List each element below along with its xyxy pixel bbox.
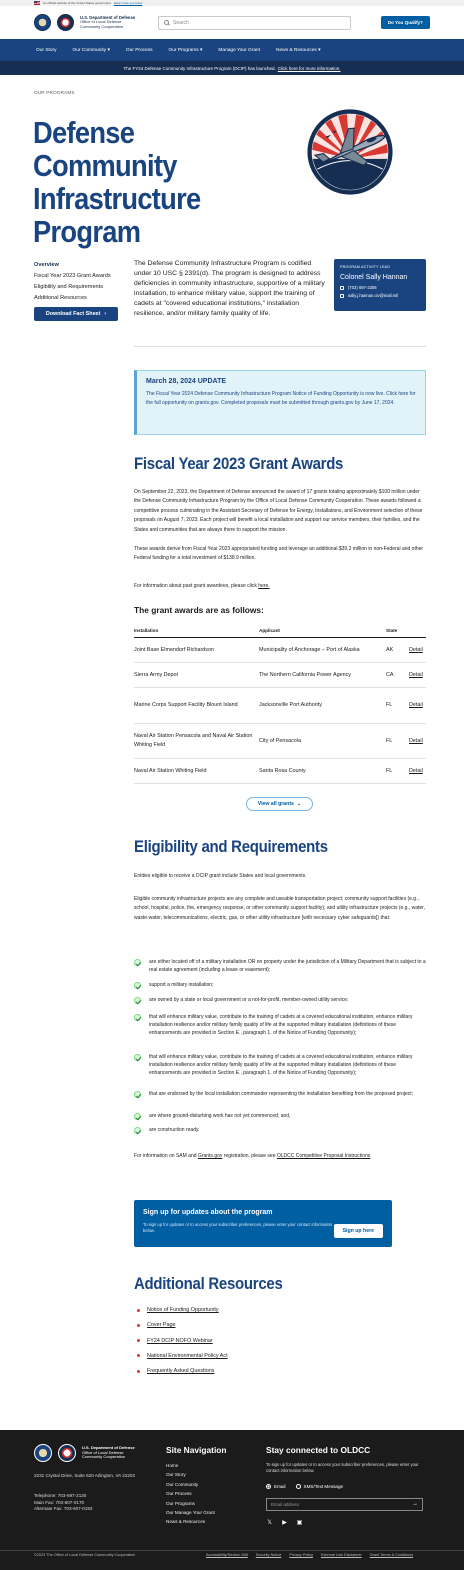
- contact-method-radios: [266, 1484, 343, 1489]
- resource-item[interactable]: [137, 1368, 228, 1374]
- cell-installation: Naval Air Station Pensacola and Naval Air Station Whiting Field: [134, 724, 259, 759]
- nav-item-our-process[interactable]: Our Process: [125, 47, 153, 53]
- sidenav-item-resources[interactable]: Additional Resources: [34, 295, 87, 301]
- site-header: [0, 6, 464, 39]
- contact-name: Colonel Sally Hannan: [340, 274, 408, 281]
- cell-installation: Sierra Army Depot: [134, 663, 259, 688]
- cell-installation: Naval Air Station Whiting Field: [134, 759, 259, 784]
- fighter-jet-badge-icon: [307, 109, 393, 195]
- resource-item[interactable]: [137, 1307, 228, 1313]
- search-input[interactable]: [158, 16, 351, 30]
- bullet-icon: [137, 1354, 140, 1357]
- update-title: March 28, 2024 UPDATE: [146, 378, 227, 385]
- linkedin-icon[interactable]: ▣: [296, 1520, 303, 1526]
- logo-line-1: U.S. Department of Defense: [80, 14, 136, 20]
- sign-up-button[interactable]: Sign up here: [334, 1224, 383, 1238]
- alert-text: The FY24 Defense Community Infrastructure Program (DCIP) has launched.: [123, 65, 276, 71]
- resource-link[interactable]: National Environmental Policy Act: [147, 1352, 228, 1359]
- stay-connected-text: To sign up for updates or to access your subscriber preferences, please enter your contact information below.: [266, 1462, 419, 1473]
- link-external-disclaimer[interactable]: External Link Disclaimer: [320, 1553, 362, 1557]
- footer-logo[interactable]: [34, 1444, 142, 1462]
- footer-alt-fax: Alternate Fax: 703-607-0193: [34, 1506, 93, 1511]
- check-circle-icon: [134, 1113, 141, 1120]
- footer-legal-links: [206, 1553, 413, 1557]
- chevron-down-icon: ⌄: [296, 801, 302, 807]
- gov-banner-link[interactable]: Here's how you know: [113, 1, 143, 5]
- cell-state: CA: [386, 663, 409, 688]
- footer-email-input[interactable]: [266, 1498, 423, 1511]
- view-all-grants-button[interactable]: [246, 797, 313, 811]
- dod-seal-icon[interactable]: [34, 14, 51, 31]
- table-row: [134, 759, 426, 784]
- check-text: are where ground-disturbing work has not yet commenced; and,: [149, 1113, 291, 1119]
- table-row: [134, 724, 426, 759]
- check-text: that will enhance military value, contribute to the training of cadets at a covered educational institution, enhance military installation resilience and/or military family quality of life at the supported military installation (definitions of these enhancements are provided in Section E., paragraph 1. of the Notice of Funding Opportunity);: [149, 1054, 413, 1077]
- sidenav-item-overview[interactable]: Overview: [34, 262, 59, 268]
- dod-seal-icon: [34, 1444, 52, 1462]
- check-circle-icon: [134, 997, 141, 1004]
- fy23-paragraph-2: These awards derive from Fiscal Year 2023 appropriated funding and leverage an additional $39.2 million in non-Federal and other Federal funding for a total investment of $138.9 million.: [134, 546, 424, 562]
- footer-phones: [34, 1493, 92, 1513]
- list-item: [134, 1013, 426, 1053]
- sam-mid-text: registration, please see: [223, 1153, 276, 1159]
- detail-link[interactable]: Detail: [409, 638, 426, 663]
- footer-nav-our-programs[interactable]: Our Programs: [166, 1500, 195, 1506]
- check-circle-icon: [134, 1014, 141, 1021]
- link-security-notice[interactable]: Security Notice: [255, 1553, 282, 1557]
- past-awardees-link[interactable]: here.: [258, 583, 270, 589]
- footer-nav-manage-grant[interactable]: Our Manage Your Grant: [166, 1509, 215, 1515]
- bullet-icon: [137, 1309, 140, 1312]
- radio-unselected-icon: [296, 1484, 301, 1489]
- check-circle-icon: [134, 982, 141, 989]
- resources-list: [137, 1307, 228, 1383]
- cell-state: FL: [386, 724, 409, 759]
- download-fact-sheet-button[interactable]: [34, 307, 118, 321]
- resource-item[interactable]: [137, 1353, 228, 1359]
- nav-item-our-programs[interactable]: Our Programs ▾: [168, 47, 203, 53]
- list-item: [134, 1090, 426, 1112]
- list-item: [134, 996, 426, 1013]
- contact-label: PROGRAM ACTIVITY LEAD: [340, 265, 391, 269]
- grant-awards-table: [134, 625, 426, 784]
- footer-logo-line-2: Office of Local Defense: [82, 1449, 124, 1455]
- footer-nav-our-community[interactable]: Our Community: [166, 1481, 199, 1487]
- search-placeholder: Search: [173, 19, 189, 26]
- footer-nav-our-story[interactable]: Our Story: [166, 1472, 186, 1478]
- divider: [134, 346, 426, 347]
- oldcc-seal-icon: [58, 1444, 76, 1462]
- table-header-row: [134, 625, 426, 638]
- sam-text: For information on SAM and: [134, 1153, 197, 1159]
- list-item: [134, 958, 426, 981]
- detail-link[interactable]: Detail: [409, 663, 426, 688]
- link-privacy-policy[interactable]: Privacy Policy: [289, 1553, 313, 1557]
- resource-item[interactable]: [137, 1322, 228, 1328]
- check-text: support a military installation;: [149, 982, 214, 988]
- sidenav-item-eligibility[interactable]: Eligibility and Requirements: [34, 284, 104, 290]
- footer-logo-text: [82, 1446, 142, 1460]
- footer-nav: [166, 1463, 215, 1529]
- radio-selected-icon: [266, 1484, 271, 1489]
- signup-body: To sign up for updates or to access your subscriber preferences, please enter your contact information below.: [143, 1222, 333, 1234]
- nav-item-our-story[interactable]: Our Story: [36, 47, 57, 53]
- radio-email[interactable]: [266, 1484, 286, 1489]
- footer-nav-home[interactable]: Home: [166, 1463, 179, 1468]
- cell-applicant: The Northern California Power Agency: [259, 663, 386, 688]
- grants-gov-link[interactable]: Grants.gov: [197, 1153, 223, 1159]
- proposal-instructions-link[interactable]: OLDCC Competitive Proposal Instructions: [276, 1153, 371, 1159]
- check-text: that will enhance military value, contribute to the training of cadets at a covered educational institution, enhance military installation resilience and/or military family quality of life at the supported military installation (definitions of these enhancements are provided in Section E., paragraph 1. of the Notice of Funding Opportunity);: [149, 1014, 413, 1037]
- footer-logo-line-1: U.S. Department of Defense: [82, 1445, 135, 1451]
- grant-table-heading: The grant awards are as follows:: [134, 605, 264, 615]
- past-awardees-text: [134, 582, 426, 591]
- nav-item-manage-your-grant[interactable]: Manage Your Grant: [218, 47, 261, 53]
- logo-line-3: Community Cooperation: [80, 23, 124, 29]
- col-installation: Installation: [134, 625, 259, 638]
- bullet-icon: [137, 1339, 140, 1342]
- table-row: [134, 688, 426, 724]
- resource-link[interactable]: Frequently Asked Questions: [147, 1368, 215, 1375]
- fy23-paragraph-1: On September 22, 2023, the Department of Defense announced the award of 17 grants totaling approximately $100 million under the Defense Community Infrastructure Program by the Office of Local Defense Community Cooperation. These awards followed a competitive process culminating in the Assistant Secretary of Defense for Energy, Installations, and Environment selection of these proposals on August 7, 2023. Each project will benefit a local installation and support our service members, their families, and the States and communities that are always there to support the mission.: [134, 489, 423, 533]
- site-logo-text[interactable]: [80, 16, 140, 30]
- detail-link[interactable]: Detail: [409, 724, 426, 759]
- detail-link[interactable]: Detail: [409, 688, 426, 724]
- nav-item-news-resources[interactable]: News & Resources ▾: [276, 47, 321, 53]
- contact-email[interactable]: [340, 293, 420, 298]
- cell-installation: Marine Corps Support Facility Blount Island: [134, 688, 259, 724]
- arrow-right-icon[interactable]: →: [412, 1501, 418, 1507]
- eligibility-checklist: [134, 958, 426, 1138]
- check-circle-icon: [134, 959, 141, 966]
- sam-info-text: [134, 1152, 426, 1161]
- footer-main-fax: Main Fax: 703-607-0170: [34, 1499, 85, 1505]
- check-text: are either located off of a military installation OR on property under the jurisdiction of a Military Department that is subject to a real estate agreement (including a lease or easement);: [149, 959, 426, 974]
- cell-applicant: Jacksonville Port Authority: [259, 688, 386, 724]
- footer-nav-our-process[interactable]: Our Process: [166, 1491, 192, 1497]
- fy23-heading: Fiscal Year 2023 Grant Awards: [134, 454, 344, 473]
- link-grant-terms[interactable]: Grant Terms & Conditions: [369, 1553, 414, 1557]
- bullet-icon: [137, 1370, 140, 1373]
- eligibility-heading: Eligibility and Requirements: [134, 837, 328, 856]
- gov-banner-text: An official website of the United States government: [43, 1, 111, 5]
- footer-nav-news[interactable]: News & Resources: [166, 1519, 206, 1525]
- cell-state: FL: [386, 759, 409, 784]
- footer-address: 2231 Crystal Drive, Suite 520 Arlington, VA 22202: [34, 1473, 136, 1478]
- contact-phone-text: (703) 697-2306: [348, 285, 377, 290]
- list-item: [134, 981, 426, 996]
- view-all-label: View all grants: [257, 801, 294, 807]
- check-text: are owned by a state or local government or a not-for-profit, member-owned utility service;: [149, 997, 349, 1003]
- nav-item-our-community[interactable]: Our Community ▾: [72, 47, 110, 53]
- footer-nav-heading: Site Navigation: [166, 1445, 227, 1455]
- sidenav-item-fy23-awards[interactable]: Fiscal Year 2023 Grant Awards: [34, 273, 111, 279]
- search-icon: [164, 20, 169, 25]
- cell-applicant: Municipality of Anchorage – Port of Alaska: [259, 638, 386, 663]
- page-title: Defense Community Infrastructure Program: [33, 115, 201, 249]
- youtube-icon[interactable]: ▶: [282, 1520, 287, 1526]
- resource-link[interactable]: Cover Page: [147, 1322, 176, 1329]
- phone-icon: [340, 286, 344, 290]
- stay-connected-heading: Stay connected to OLDCC: [266, 1445, 371, 1455]
- contact-card: [334, 259, 426, 311]
- x-twitter-icon[interactable]: 𝕏: [267, 1520, 272, 1526]
- resource-link[interactable]: Notice of Funding Opportunity: [147, 1307, 219, 1313]
- list-item: [134, 1126, 426, 1138]
- table-row: [134, 638, 426, 663]
- bullet-icon: [137, 1324, 140, 1327]
- alert-bar: [0, 61, 464, 75]
- mail-icon: [340, 294, 344, 298]
- check-text: that are endorsed by the local installation commander representing the installation benefiting from the proposed project;: [149, 1091, 414, 1097]
- alert-link[interactable]: Click here for more information.: [277, 65, 341, 71]
- email-placeholder: Email address: [271, 1502, 299, 1507]
- resource-item[interactable]: [137, 1338, 228, 1344]
- oldcc-seal-icon[interactable]: [57, 14, 74, 31]
- cell-installation: Joint Base Elmendorf Richardson: [134, 638, 259, 663]
- cell-state: FL: [386, 688, 409, 724]
- footer-telephone: Telephone: 703-697-2130: [34, 1493, 87, 1498]
- update-body: The Fiscal Year 2024 Defense Community Infrastructure Program Notice of Funding Opportunity is now live. Click here for the full opportunity on grants.gov. Completed proposals must be submitted through grants.gov by June 17, 2024.: [146, 391, 416, 406]
- col-applicant: Applicant: [259, 625, 386, 638]
- update-alert: [134, 370, 426, 435]
- resources-heading: Additional Resources: [134, 1274, 283, 1293]
- radio-sms-label: SMS/Text Message: [303, 1484, 344, 1489]
- us-flag-icon: [34, 1, 40, 5]
- check-circle-icon: [134, 1127, 141, 1134]
- past-awardees-label: For information about past grant awardees, please click: [134, 583, 257, 589]
- check-text: are construction ready.: [149, 1127, 200, 1133]
- radio-sms[interactable]: [296, 1484, 344, 1489]
- table-row: [134, 663, 426, 688]
- detail-link[interactable]: Detail: [409, 759, 426, 784]
- list-item: [134, 1053, 426, 1090]
- main-nav: [0, 39, 464, 61]
- copyright: ©2023 The Office of Local Defense Community Cooperation: [34, 1553, 136, 1557]
- breadcrumb[interactable]: OUR PROGRAMS: [34, 90, 75, 95]
- cell-applicant: Santa Rosa County: [259, 759, 386, 784]
- link-accessibility[interactable]: Accessibility/Section 508: [206, 1553, 248, 1557]
- signup-title: Sign up for updates about the program: [143, 1209, 273, 1216]
- side-nav: [34, 262, 124, 321]
- radio-email-label: Email: [274, 1484, 286, 1489]
- signup-banner: [134, 1200, 392, 1247]
- site-footer: [0, 1430, 464, 1570]
- footer-divider: [0, 1550, 464, 1551]
- resource-link[interactable]: FY24 DCIP NOFO Webinar: [147, 1337, 213, 1344]
- cell-state: AK: [386, 638, 409, 663]
- list-item: [134, 1112, 426, 1126]
- check-circle-icon: [134, 1091, 141, 1098]
- chevron-right-icon: ›: [104, 311, 107, 317]
- social-links: [266, 1519, 303, 1526]
- cell-applicant: City of Pensacola: [259, 724, 386, 759]
- contact-email-text: sally.j.hannan.civ@mail.mil: [348, 293, 399, 298]
- logo-line-2: Office of Local Defense: [80, 19, 122, 25]
- do-you-qualify-button[interactable]: Do You Qualify?: [381, 16, 430, 29]
- fact-sheet-label: Download Fact Sheet: [45, 311, 101, 317]
- eligibility-paragraph-1: Entities eligible to receive a DCIP grant include States and local governments.: [134, 873, 307, 879]
- col-state: State: [386, 625, 409, 638]
- col-detail: [409, 625, 426, 638]
- footer-logo-line-3: Community Cooperation: [82, 1454, 126, 1460]
- eligibility-paragraph-2: Eligible community infrastructure projects are any complete and useable transportation project; community support facilities (e.g., school, hospital, police, fire, emergency response, or other community support facility); and utility infrastructure projects (e.g., water, waste-water, telecommunications, electric, gas, or other utility infrastructure [with necessary cyber safeguards]) that:: [134, 896, 425, 921]
- contact-phone[interactable]: [340, 285, 420, 290]
- intro-paragraph: The Defense Community Infrastructure Program is codified under 10 USC § 2391(d). The program is designed to address deficiencies in community infrastructure, supportive of a military installation, to enhance military value, support the training of cadets at "covered educational institutions," installation resilience, and/or military family quality of life.: [134, 260, 325, 317]
- check-circle-icon: [134, 1054, 141, 1061]
